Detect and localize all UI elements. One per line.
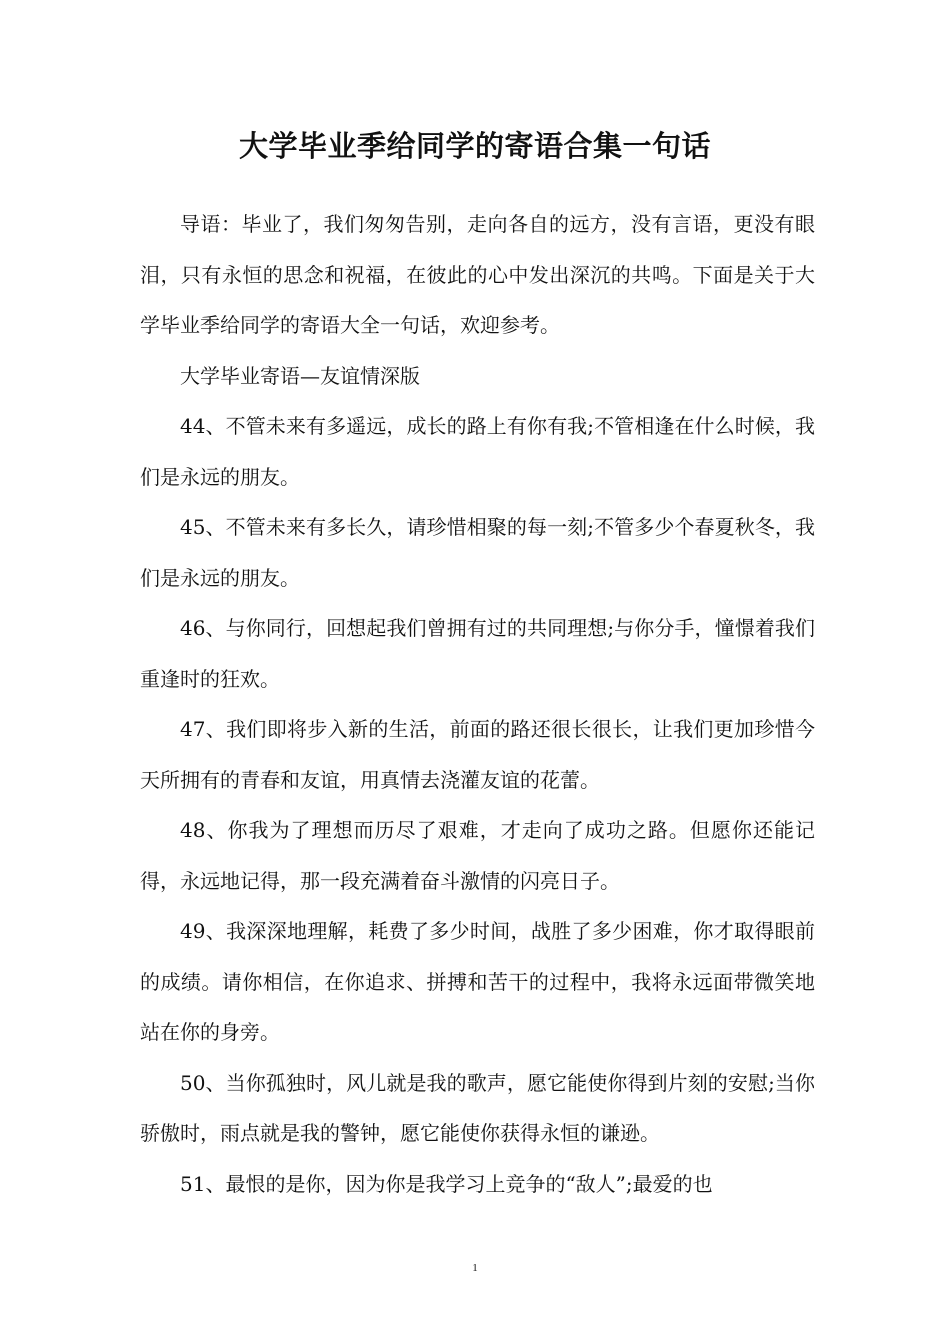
list-item: 47、我们即将步入新的生活，前面的路还很长很长，让我们更加珍惜今天所拥有的青春和友谊，用真情去浇灌友谊的花蕾。 bbox=[140, 717, 815, 792]
list-item: 48、你我为了理想而历尽了艰难，才走向了成功之路。但愿你还能记得，永远地记得，那一段充满着奋斗激情的闪亮日子。 bbox=[140, 818, 815, 893]
list-item: 49、我深深地理解，耗费了多少时间，战胜了多少困难，你才取得眼前的成绩。请你相信，在你追求、拼搏和苦干的过程中，我将永远面带微笑地站在你的身旁。 bbox=[140, 919, 815, 1044]
list-item: 45、不管未来有多长久，请珍惜相聚的每一刻;不管多少个春夏秋冬，我们是永远的朋友。 bbox=[140, 515, 815, 590]
list-item: 44、不管未来有多遥远，成长的路上有你有我;不管相逢在什么时候，我们是永远的朋友。 bbox=[140, 414, 815, 489]
intro-paragraph: 导语：毕业了，我们匆匆告别，走向各自的远方，没有言语，更没有眼泪，只有永恒的思念和祝福，在彼此的心中发出深沉的共鸣。下面是关于大学毕业季给同学的寄语大全一句话，欢迎参考。 bbox=[140, 212, 815, 337]
section-heading: 大学毕业寄语—友谊情深版 bbox=[180, 363, 420, 388]
list-item: 46、与你同行，回想起我们曾拥有过的共同理想;与你分手，憧憬着我们重逢时的狂欢。 bbox=[140, 616, 815, 691]
page-number: 1 bbox=[472, 1262, 478, 1274]
document-title: 大学毕业季给同学的寄语合集一句话 bbox=[238, 129, 711, 163]
document-body bbox=[140, 199, 815, 1209]
list-item: 51、最恨的是你，因为你是我学习上竞争的“敌人”;最爱的也 bbox=[180, 1171, 713, 1196]
list-item: 50、当你孤独时，风儿就是我的歌声，愿它能使你得到片刻的安慰;当你骄傲时，雨点就是我的警钟，愿它能使你获得永恒的谦逊。 bbox=[140, 1070, 815, 1145]
